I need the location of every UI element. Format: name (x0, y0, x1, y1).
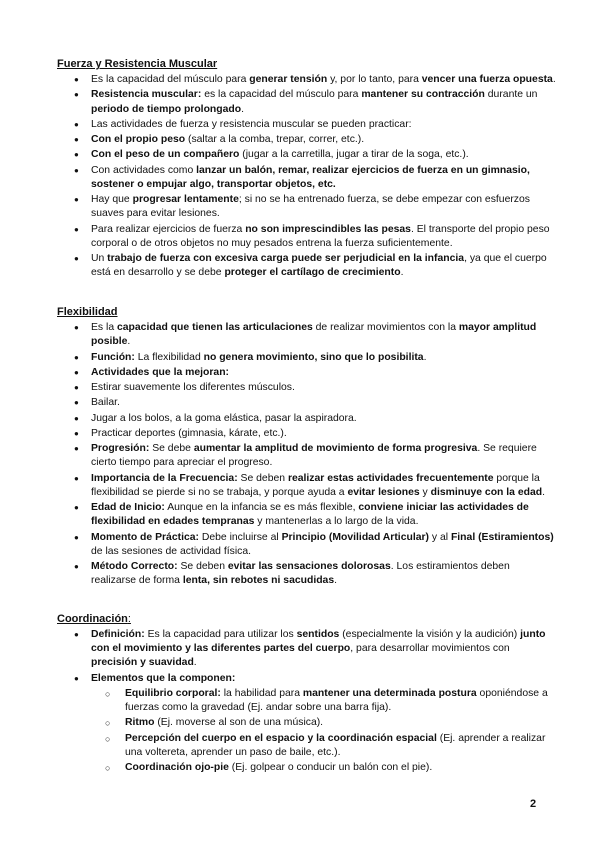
text: Es la capacidad del músculo para (91, 74, 250, 85)
text: Debe incluirse al (198, 531, 282, 543)
list-item (57, 472, 557, 500)
text: (Ej. moverse al son de una música). (154, 717, 324, 729)
bold-text: Equilibrio corporal: (125, 687, 221, 699)
text: (saltar a la comba, trepar, correr, etc.). (185, 134, 365, 146)
text: y mantenerlas a lo largo de la vida. (254, 516, 419, 528)
list-item (57, 381, 557, 395)
bold-text: lenta, sin rebotes ni sacudidas (182, 575, 335, 587)
list-item (57, 88, 557, 116)
list-item (57, 412, 557, 426)
bold-text: Definición: (91, 629, 145, 640)
text: y (419, 486, 431, 498)
list-item (57, 560, 557, 588)
bold-text: Con el peso de un compañero (91, 149, 240, 161)
text: La flexibilidad (134, 351, 204, 363)
text: , para desarrollar movimientos con (350, 643, 510, 655)
bold-text: Edad de Inicio: (91, 502, 165, 514)
bold-text: Importancia de la Frecuencia: (91, 472, 238, 484)
bold-text: vencer una fuerza opuesta (421, 74, 553, 85)
bold-text: realizar estas actividades frecuentemente (287, 472, 494, 484)
sub-list-item (91, 716, 557, 730)
bold-text: mantener su contracción (361, 89, 485, 101)
bold-text: capacidad que tienen las articulaciones (117, 322, 313, 333)
bullet-list (57, 628, 557, 775)
list-item (57, 501, 557, 529)
text: . Se requiere cierto tiempo para apreciar el progreso. (91, 443, 537, 469)
list-item (57, 531, 557, 559)
text: Practicar deportes (gimnasia, kárate, etc.). (91, 427, 287, 439)
text: durante un (484, 89, 538, 101)
list-item (57, 223, 557, 251)
bold-text: no genera movimiento, sino que lo posibilita (203, 351, 424, 363)
text: Es la capacidad para utilizar los (144, 629, 297, 640)
text: y, por lo tanto, para (327, 74, 422, 85)
section-coordinacion (57, 612, 557, 777)
list-item (57, 133, 557, 147)
bold-text: Percepción del cuerpo en el espacio y la coordinación espacial (125, 732, 437, 744)
bullet-list (57, 73, 557, 281)
text: (Ej. aprender a realizar una voltereta, aprender un paso de baile, etc.). (125, 732, 546, 758)
text: (Ej. golpear o conducir un balón con el pie). (228, 762, 433, 774)
bold-text: Progresión: (91, 443, 150, 455)
text: Bailar. (91, 397, 120, 409)
list-item (57, 351, 557, 365)
bold-text: evitar las sensaciones dolorosas (227, 561, 391, 573)
bullet-list (57, 321, 557, 589)
list-item (57, 118, 557, 132)
bold-text: generar tensión (249, 74, 328, 85)
list-item (57, 164, 557, 192)
sub-list-item (91, 687, 557, 715)
text: y al (429, 531, 451, 543)
bold-text: Final (Estiramientos) (450, 531, 554, 543)
text: . (193, 657, 197, 669)
text: de realizar movimientos con la (312, 322, 459, 333)
text: Un (91, 253, 108, 265)
text: Se deben (237, 472, 288, 484)
text: es la capacidad del músculo para (201, 89, 362, 101)
list-item (57, 252, 557, 280)
bold-text: Método Correcto: (91, 561, 178, 573)
text: Con actividades como (91, 164, 197, 176)
list-item (57, 193, 557, 221)
bold-text: progresar lentamente (132, 194, 239, 206)
bold-text: disminuye con la edad (430, 486, 543, 498)
text: de las sesiones de actividad física. (91, 545, 251, 557)
bold-text: Coordinación ojo-pie (125, 762, 229, 774)
sub-list (91, 687, 557, 776)
text: Se debe (149, 443, 194, 455)
list-item (57, 672, 557, 776)
bold-text: conviene iniciar las actividades de flexibilidad en edades tempranas (91, 502, 529, 528)
bold-text: trabajo de fuerza con excesiva carga puede ser perjudicial en la infancia (107, 253, 465, 265)
text: Aunque en la infancia se es más flexible, (164, 502, 359, 514)
text: (especialmente la visión y la audición) (339, 629, 521, 640)
list-item (57, 442, 557, 470)
list-item (57, 366, 557, 380)
text: . El transporte del propio peso corporal o de otros objetos no muy pesados entrena la fuerza suficientemente. (91, 223, 550, 249)
heading-suffix: : (127, 613, 131, 625)
list-item (57, 628, 557, 671)
bold-text: periodo de tiempo prolongado (91, 103, 242, 115)
bold-text: Ritmo (125, 717, 155, 729)
list-item (57, 396, 557, 410)
text: Hay que (91, 194, 133, 206)
bold-text: Función: (91, 351, 135, 363)
list-item (57, 148, 557, 162)
text: la habilidad para (220, 687, 303, 699)
bold-text: mantener una determinada postura (302, 687, 477, 699)
list-item (57, 427, 557, 441)
section-flexibilidad (57, 305, 557, 590)
bold-text: Actividades que la mejoran: (91, 366, 230, 378)
heading-text: Fuerza y Resistencia Muscular (57, 58, 218, 70)
text: oponiéndose a fuerzas como la gravedad (Ej. andar sobre una barra fija). (125, 687, 548, 714)
section-fuerza-resistencia (57, 57, 557, 282)
list-item (57, 73, 557, 87)
heading-text: Coordinación (57, 613, 128, 625)
list-item (57, 321, 557, 349)
bold-text: evitar lesiones (347, 486, 420, 498)
text: Las actividades de fuerza y resistencia muscular se pueden practicar: (91, 118, 412, 130)
bold-text: aumentar la amplitud de movimiento de forma progresiva (193, 443, 478, 455)
bold-text: Con el propio peso (91, 134, 186, 146)
bold-text: Momento de Práctica: (91, 531, 199, 543)
sub-list-item (91, 761, 557, 775)
section-heading (57, 57, 557, 71)
text: Estirar suavemente los diferentes músculos. (91, 382, 295, 394)
text: . (400, 267, 404, 279)
text: Para realizar ejercicios de fuerza (91, 223, 246, 235)
section-heading (57, 305, 557, 319)
bold-text: mayor amplitud posible (91, 322, 537, 348)
text: Jugar a los bolos, a la goma elástica, pasar la aspiradora. (91, 412, 357, 424)
text: . (423, 351, 427, 363)
bold-text: Resistencia muscular: (91, 89, 202, 101)
text: ; si no se ha entrenado fuerza, se debe empezar con esfuerzos suaves para evitar lesiones. (91, 194, 530, 220)
text: . (241, 103, 244, 115)
text: . (552, 74, 556, 85)
text: . (334, 575, 338, 587)
text: (jugar a la carretilla, jugar a tirar de la soga, etc.). (239, 149, 469, 161)
section-heading (57, 612, 557, 626)
bold-text: precisión y suavidad (91, 657, 194, 669)
bold-text: no son imprescindibles las pesas (245, 223, 411, 235)
text: . Los estiramientos deben realizarse de forma (91, 561, 510, 587)
sub-list-item (91, 732, 557, 760)
bold-text: lanzar un balón, remar, realizar ejercicios de fuerza en un gimnasio, sostener o empujar algo, transportar objetos, etc. (91, 164, 530, 190)
text: Se deben (177, 561, 228, 573)
bold-text: junto con el movimiento y las diferentes partes del cuerpo (91, 629, 546, 655)
text: porque la flexibilidad se pierde si no se trabaja, y porque ayuda a (91, 472, 540, 498)
bold-text: proteger el cartílago de crecimiento (224, 267, 401, 279)
text: . (127, 336, 131, 348)
heading-text: Flexibilidad (57, 306, 118, 318)
text: . (542, 486, 545, 498)
text: Es la (91, 322, 117, 333)
text: , ya que el cuerpo está en desarrollo y se debe (91, 253, 547, 279)
bold-text: sentidos (296, 629, 340, 640)
page-number: 2 (530, 798, 537, 810)
bold-text: Elementos que la componen: (91, 672, 236, 684)
bold-text: Principio (Movilidad Articular) (281, 531, 429, 543)
